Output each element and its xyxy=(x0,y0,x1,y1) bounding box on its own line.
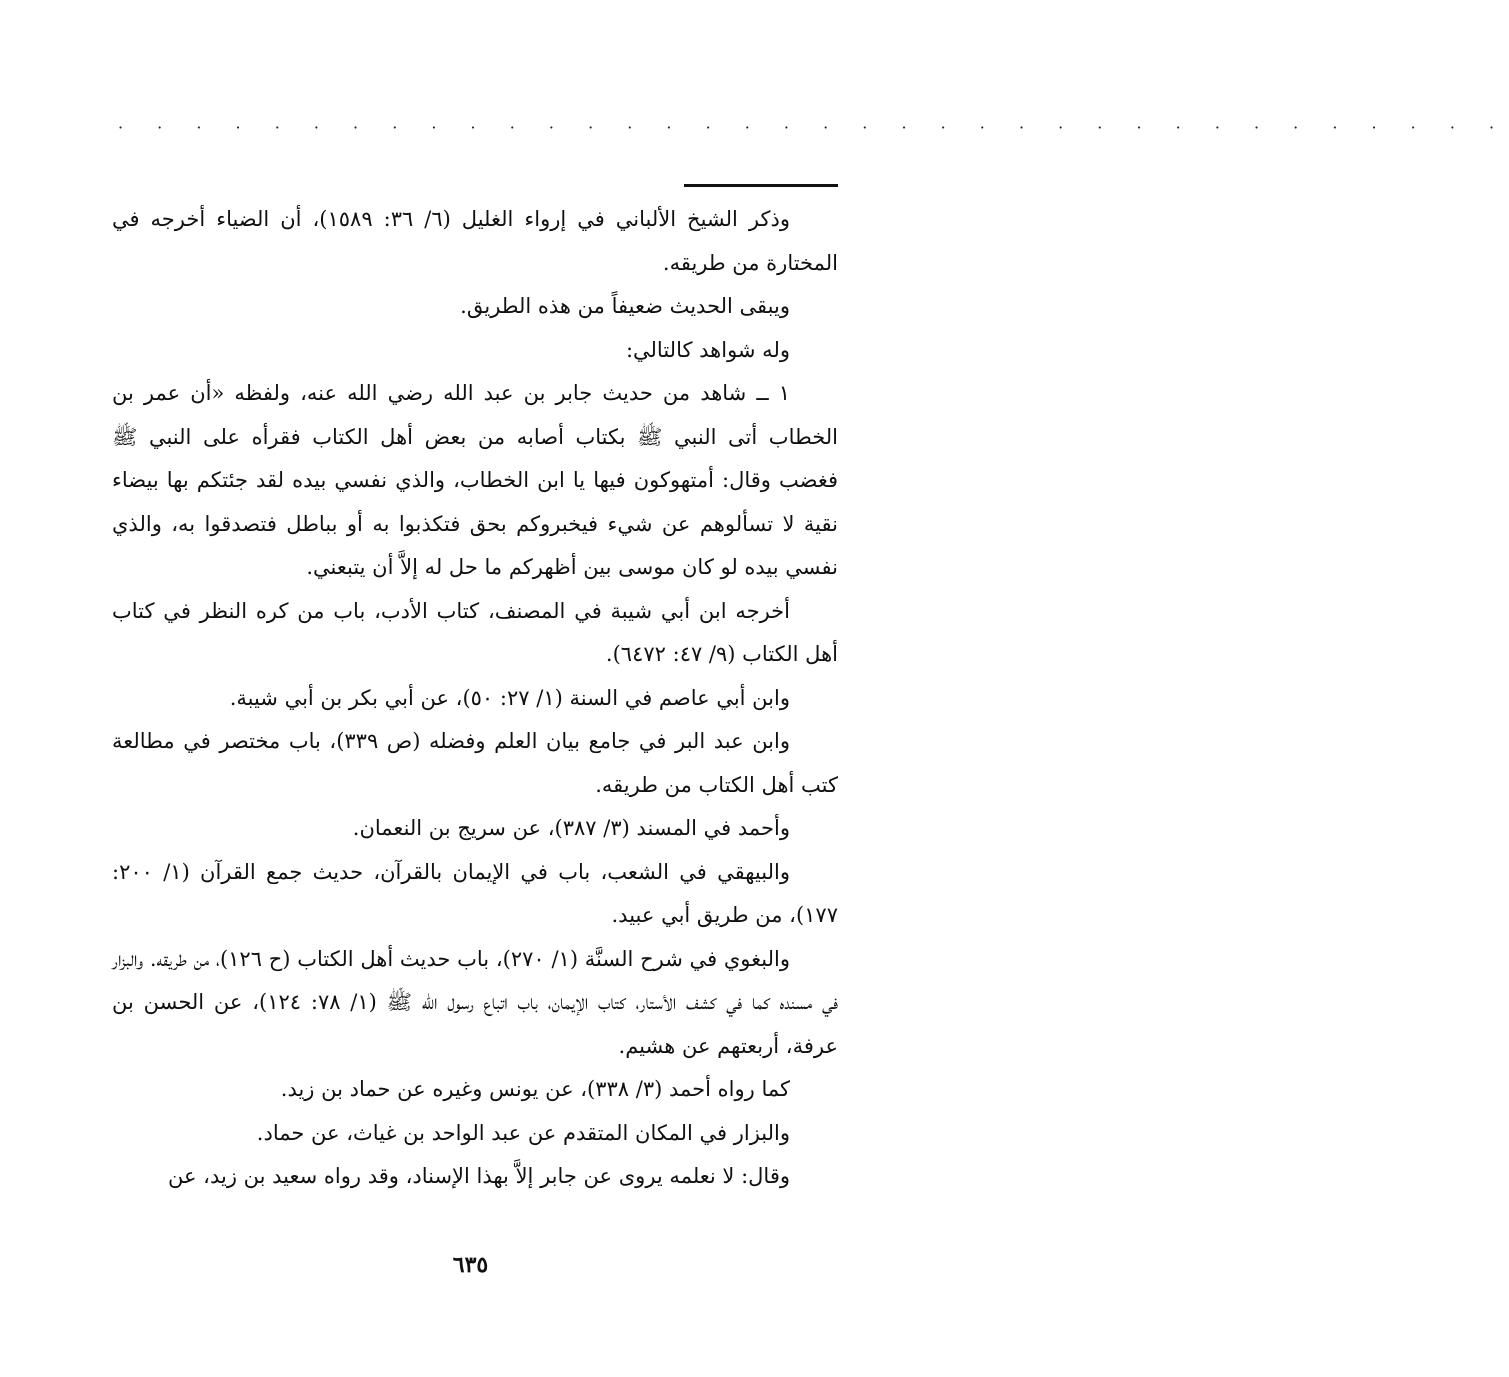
paragraph: وأحمد في المسند (٣/ ٣٨٧)، عن سريج بن النعمان. xyxy=(352,816,790,840)
paragraph: ويبقى الحديث ضعيفاً من هذه الطريق. xyxy=(460,294,790,318)
paragraph: وله شواهد كالتالي: xyxy=(625,337,790,362)
footnote-rule xyxy=(684,184,838,187)
paragraph: ١ ــ شاهد من حديث جابر بن عبد الله رضي الله عنه، ولفظه «أن عمر بن الخطاب أتى النبي ﷺ بكتاب أصابه من بعض أهل الكتاب فقرأه على النبي ﷺ فغضب وقال: أمتهوكون فيها يا ابن الخطاب، والذي نفسي بيده لقد جئتكم بها بيضاء نقية لا تسألوهم عن شيء فيخبروكم بحق فتكذبوا به أو بباطل فتصدقوا به، والذي نفسي بيده لو كان موسى بين أظهركم ما حل له إلاَّ أن يتبعني. xyxy=(112,381,838,579)
paragraph: والبيهقي في الشعب، باب في الإيمان بالقرآن، حديث جمع القرآن (١/ ٢٠٠: ١٧٧)، من طريق أبي عبيد. xyxy=(112,859,838,927)
paragraph: والبغوي في شرح السنَّة (١/ ٢٧٠)، باب حديث أهل الكتاب (ح ١٢٦)، من طريقه. والبزار في مسنده كما في كشف الأستار، كتاب الإيمان، باب اتباع رسول الله ﷺ (١/ ٧٨: ١٢٤)، عن الحسن بن عرفة، أربعتهم عن هشيم. xyxy=(112,946,838,1058)
page-number: ٦٣٥ xyxy=(452,1252,489,1278)
header-dotted-separator: · · · · · · · · · · · · · · · · · · · · · · · · · · · · · · · · · · · · xyxy=(118,118,1509,137)
footnote-text-block xyxy=(112,198,838,1238)
paragraph: وقال: لا نعلمه يروى عن جابر إلاَّ بهذا الإسناد، وقد رواه سعيد بن زيد، عن xyxy=(167,1164,790,1188)
paragraph: كما رواه أحمد (٣/ ٣٣٨)، عن يونس وغيره عن حماد بن زيد. xyxy=(280,1077,790,1101)
paragraph: أخرجه ابن أبي شيبة في المصنف، كتاب الأدب، باب من كره النظر في كتاب أهل الكتاب (٩/ ٤٧: ٦٤٧٢). xyxy=(112,598,838,666)
paragraph: وابن عبد البر في جامع بيان العلم وفضله (ص ٣٣٩)، باب مختصر في مطالعة كتب أهل الكتاب من طريقه. xyxy=(112,729,838,797)
paragraph: وابن أبي عاصم في السنة (١/ ٢٧: ٥٠)، عن أبي بكر بن أبي شيبة. xyxy=(229,685,790,710)
paragraph: وذكر الشيخ الألباني في إرواء الغليل (٦/ ٣٦: ١٥٨٩)، أن الضياء أخرجه في المختارة من طريقه. xyxy=(112,207,838,275)
paragraph: والبزار في المكان المتقدم عن عبد الواحد بن غياث، عن حماد. xyxy=(256,1120,790,1145)
